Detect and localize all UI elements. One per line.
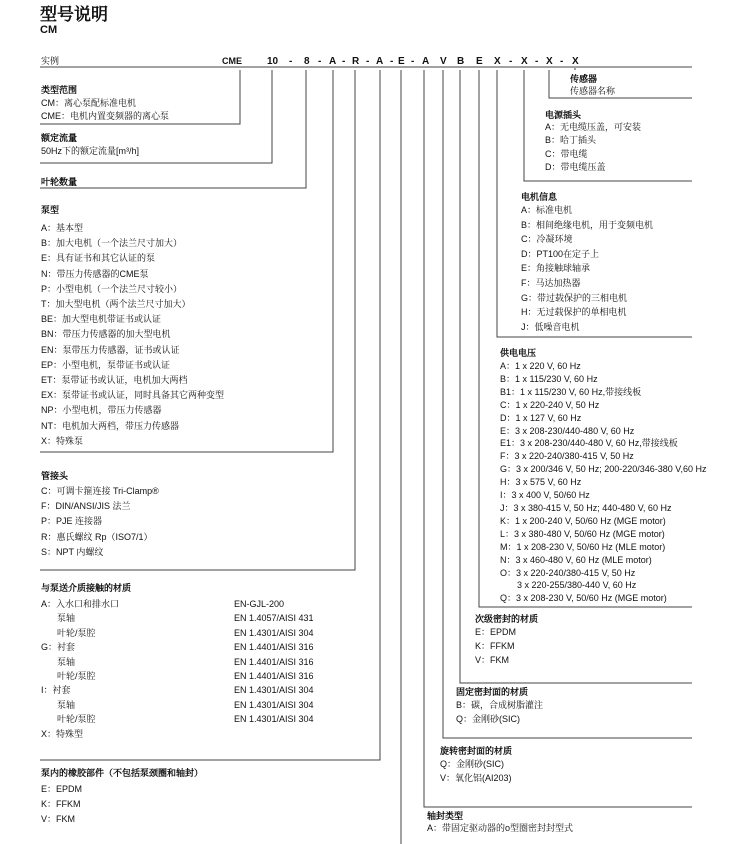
section-voltage (500, 347, 706, 605)
code-rotating: V (440, 56, 447, 67)
code-stationary: B (457, 56, 465, 67)
list-item: E：3 x 208-230/440-480 V, 60 Hz (500, 425, 635, 436)
list-item: I：3 x 400 V, 50/60 Hz (500, 490, 590, 501)
code-impeller: 8 (304, 56, 310, 67)
list-item: A：带固定驱动器的o型圈密封封型式 (427, 823, 574, 833)
list-item: P：小型电机（一个法兰尺寸较小） (41, 283, 183, 294)
list-item: NP：小型电机，带压力传感器 (41, 405, 162, 416)
code-pipe: R (352, 56, 360, 67)
list-item: A：基本型 (41, 223, 84, 233)
section-sensor (570, 73, 615, 98)
list-item: E：EPDM (475, 627, 517, 637)
code-cme: CME (222, 56, 242, 66)
list-item: EX：泵带证书或认证，同时具备其它两种变型 (41, 390, 225, 401)
rubber-title: 泵内的橡胶部件（不包括泵颈圈和轴封） (41, 768, 204, 778)
list-item: H：3 x 575 V, 60 Hz (500, 477, 582, 488)
list-item: E1：3 x 208-230/440-480 V, 60 Hz,带接线板 (500, 438, 678, 449)
list-item: D：1 x 127 V, 60 Hz (500, 412, 582, 423)
table-row: A：入水口和排水口 EN-GJL-200 (41, 599, 285, 609)
code-secondary: E (476, 56, 483, 67)
section-rubber (41, 767, 203, 826)
table-row: 叶轮/泵腔 EN 1.4401/AISI 316 (57, 670, 314, 681)
section-material (41, 582, 371, 742)
example-code: CME 10 - 8 - A - R - A - E - A V B E X - X - X - X (222, 56, 579, 67)
list-item: H：无过载保护的单相电机 (521, 307, 627, 318)
list-item: B：1 x 115/230 V, 60 Hz (500, 373, 598, 384)
list-item: J：3 x 380-415 V, 50 Hz; 440-480 V, 60 Hz (500, 502, 672, 513)
list-item: M：1 x 208-230 V, 50/60 Hz (MLE motor) (500, 541, 666, 552)
table-row: 叶轮/泵腔 EN 1.4301/AISI 304 (57, 627, 314, 638)
list-item: CME：电机内置变频器的离心泵 (41, 111, 170, 122)
flow-title: 额定流量 (41, 133, 78, 143)
list-item: C：带电缆 (545, 148, 588, 159)
table-row: 泵轴 EN 1.4057/AISI 431 (57, 613, 314, 624)
code-voltage: X (494, 56, 501, 67)
list-item: D：带电缆压盖 (545, 162, 606, 173)
list-item: J：低噪音电机 (521, 321, 580, 332)
list-item: A：无电缆压盖，可安装 (545, 122, 642, 132)
code-pump: A (329, 56, 337, 67)
list-item: K：1 x 200-240 V, 50/60 Hz (MGE motor) (500, 515, 666, 526)
list-item: R：惠氏螺纹 Rp（ISO7/1） (41, 531, 153, 542)
list-item: S：NPT 内螺纹 (41, 546, 104, 557)
list-item: B：加大电机（一个法兰尺寸加大） (41, 238, 183, 249)
list-item: X：特殊泵 (41, 435, 84, 446)
code-shaftseal: A (422, 56, 430, 67)
pipe-title: 管接头 (41, 471, 69, 481)
section-pump (41, 204, 224, 449)
section-motor (521, 191, 653, 334)
list-item: V：氧化铝(AI203) (440, 773, 512, 784)
list-item: ET：泵带证书或认证，电机加大两档 (41, 375, 188, 386)
motor-title: 电机信息 (521, 192, 558, 202)
list-item: G：带过载保护的三相电机 (521, 292, 628, 303)
list-item: Q：3 x 208-230 V, 50/60 Hz (MGE motor) (500, 593, 667, 604)
impeller-title: 叶轮数量 (41, 177, 78, 187)
list-item: 50Hz下的额定流量[m³/h] (41, 146, 140, 157)
list-item: K：FFKM (41, 798, 81, 809)
list-item: F：马达加热器 (521, 277, 581, 288)
list-item: O：3 x 220-240/380-415 V, 50 Hz (500, 567, 636, 578)
section-shaftseal (427, 810, 573, 835)
list-item: BN：带压力传感器的加大型电机 (41, 329, 171, 340)
stationary-title: 固定密封面的材质 (456, 687, 529, 697)
list-item: E：角接触球轴承 (521, 263, 591, 274)
table-row: 泵轴 EN 1.4301/AISI 304 (57, 699, 314, 710)
section-rotating (440, 745, 512, 785)
list-item: V：FKM (41, 813, 76, 824)
code-plug: X (546, 56, 553, 67)
section-pipe (41, 470, 159, 560)
section-stationary (456, 686, 543, 726)
secondary-title: 次级密封的材质 (475, 614, 539, 624)
list-item: C：冷凝环境 (521, 234, 573, 245)
list-item: BE：加大型电机带证书或认证 (41, 314, 162, 325)
list-item: Q：金刚砂(SIC) (440, 759, 504, 769)
table-row: X：特殊型 (41, 728, 84, 739)
code-flow: 10 (267, 56, 279, 67)
list-item: CM：离心泵配标准电机 (41, 98, 136, 109)
list-item: Q：金刚砂(SIC) (456, 714, 520, 725)
list-item: N：3 x 460-480 V, 60 Hz (MLE motor) (500, 554, 652, 565)
table-row: 泵轴 EN 1.4401/AISI 316 (57, 656, 314, 667)
list-item: B：碳，合成树脂灌注 (456, 700, 544, 710)
table-row: 叶轮/泵腔 EN 1.4301/AISI 304 (57, 714, 314, 725)
list-item: F：3 x 220-240/380-415 V, 50 Hz (500, 451, 634, 462)
list-item: E：EPDM (41, 784, 83, 794)
shaftseal-title: 轴封类型 (427, 811, 464, 821)
voltage-title: 供电电压 (500, 348, 537, 358)
code-sensor: X (572, 56, 579, 67)
pump-title: 泵型 (41, 205, 60, 215)
list-item: EP：小型电机，泵带证书或认证 (41, 359, 171, 370)
list-item: B：相间绝缘电机，用于变频电机 (521, 219, 654, 230)
list-item: NT：电机加大两档，带压力传感器 (41, 420, 179, 431)
range-title: 类型范围 (41, 85, 78, 95)
list-item: P：PJE 连接器 (41, 516, 103, 527)
section-plug (545, 109, 641, 175)
list-item: A：1 x 220 V, 60 Hz (500, 361, 581, 371)
list-item: C：可调卡箍连接 Tri-Clamp® (41, 486, 159, 496)
table-row: G：衬套 EN 1.4401/AISI 316 (41, 642, 314, 653)
example-label: 实例 (41, 56, 60, 66)
list-item: B：哈丁插头 (545, 135, 597, 146)
list-item: 3 x 220-255/380-440 V, 60 Hz (517, 580, 637, 591)
page-title: 型号说明 (40, 5, 108, 24)
material-title: 与泵送介质接触的材质 (41, 583, 132, 593)
page-subtitle: CM (40, 24, 58, 36)
rotating-title: 旋转密封面的材质 (440, 746, 513, 756)
list-item: D：PT100在定子上 (521, 248, 600, 259)
sensor-title: 传感器 (570, 74, 598, 84)
plug-title: 电源插头 (545, 110, 582, 120)
code-material: A (376, 56, 384, 67)
section-flow (41, 132, 139, 158)
list-item: N：带压力传感器的CME泵 (41, 268, 149, 279)
section-range (41, 84, 169, 124)
code-motor: X (521, 56, 528, 67)
list-item: G：3 x 200/346 V, 50 Hz; 200-220/346-380 V,60 Hz (500, 464, 707, 475)
table-row: I：衬套 EN 1.4301/AISI 304 (41, 685, 314, 696)
list-item: E：具有证书和其它认证的泵 (41, 253, 156, 264)
list-item: T：加大型电机（两个法兰尺寸加大） (41, 299, 191, 310)
code-rubber: E (398, 56, 405, 67)
list-item: A：标准电机 (521, 205, 573, 215)
list-item: C：1 x 220-240 V, 50 Hz (500, 399, 600, 410)
section-secondary (475, 613, 538, 668)
list-item: 传感器名称 (570, 86, 616, 96)
list-item: V：FKM (475, 655, 510, 666)
list-item: K：FFKM (475, 641, 515, 652)
list-item: F：DIN/ANSI/JIS 法兰 (41, 501, 131, 512)
list-item: B1：1 x 115/230 V, 60 Hz,带接线板 (500, 386, 642, 397)
list-item: EN：泵带压力传感器，证书或认证 (41, 344, 180, 355)
list-item: L：3 x 380-480 V, 50/60 Hz (MGE motor) (500, 528, 665, 539)
